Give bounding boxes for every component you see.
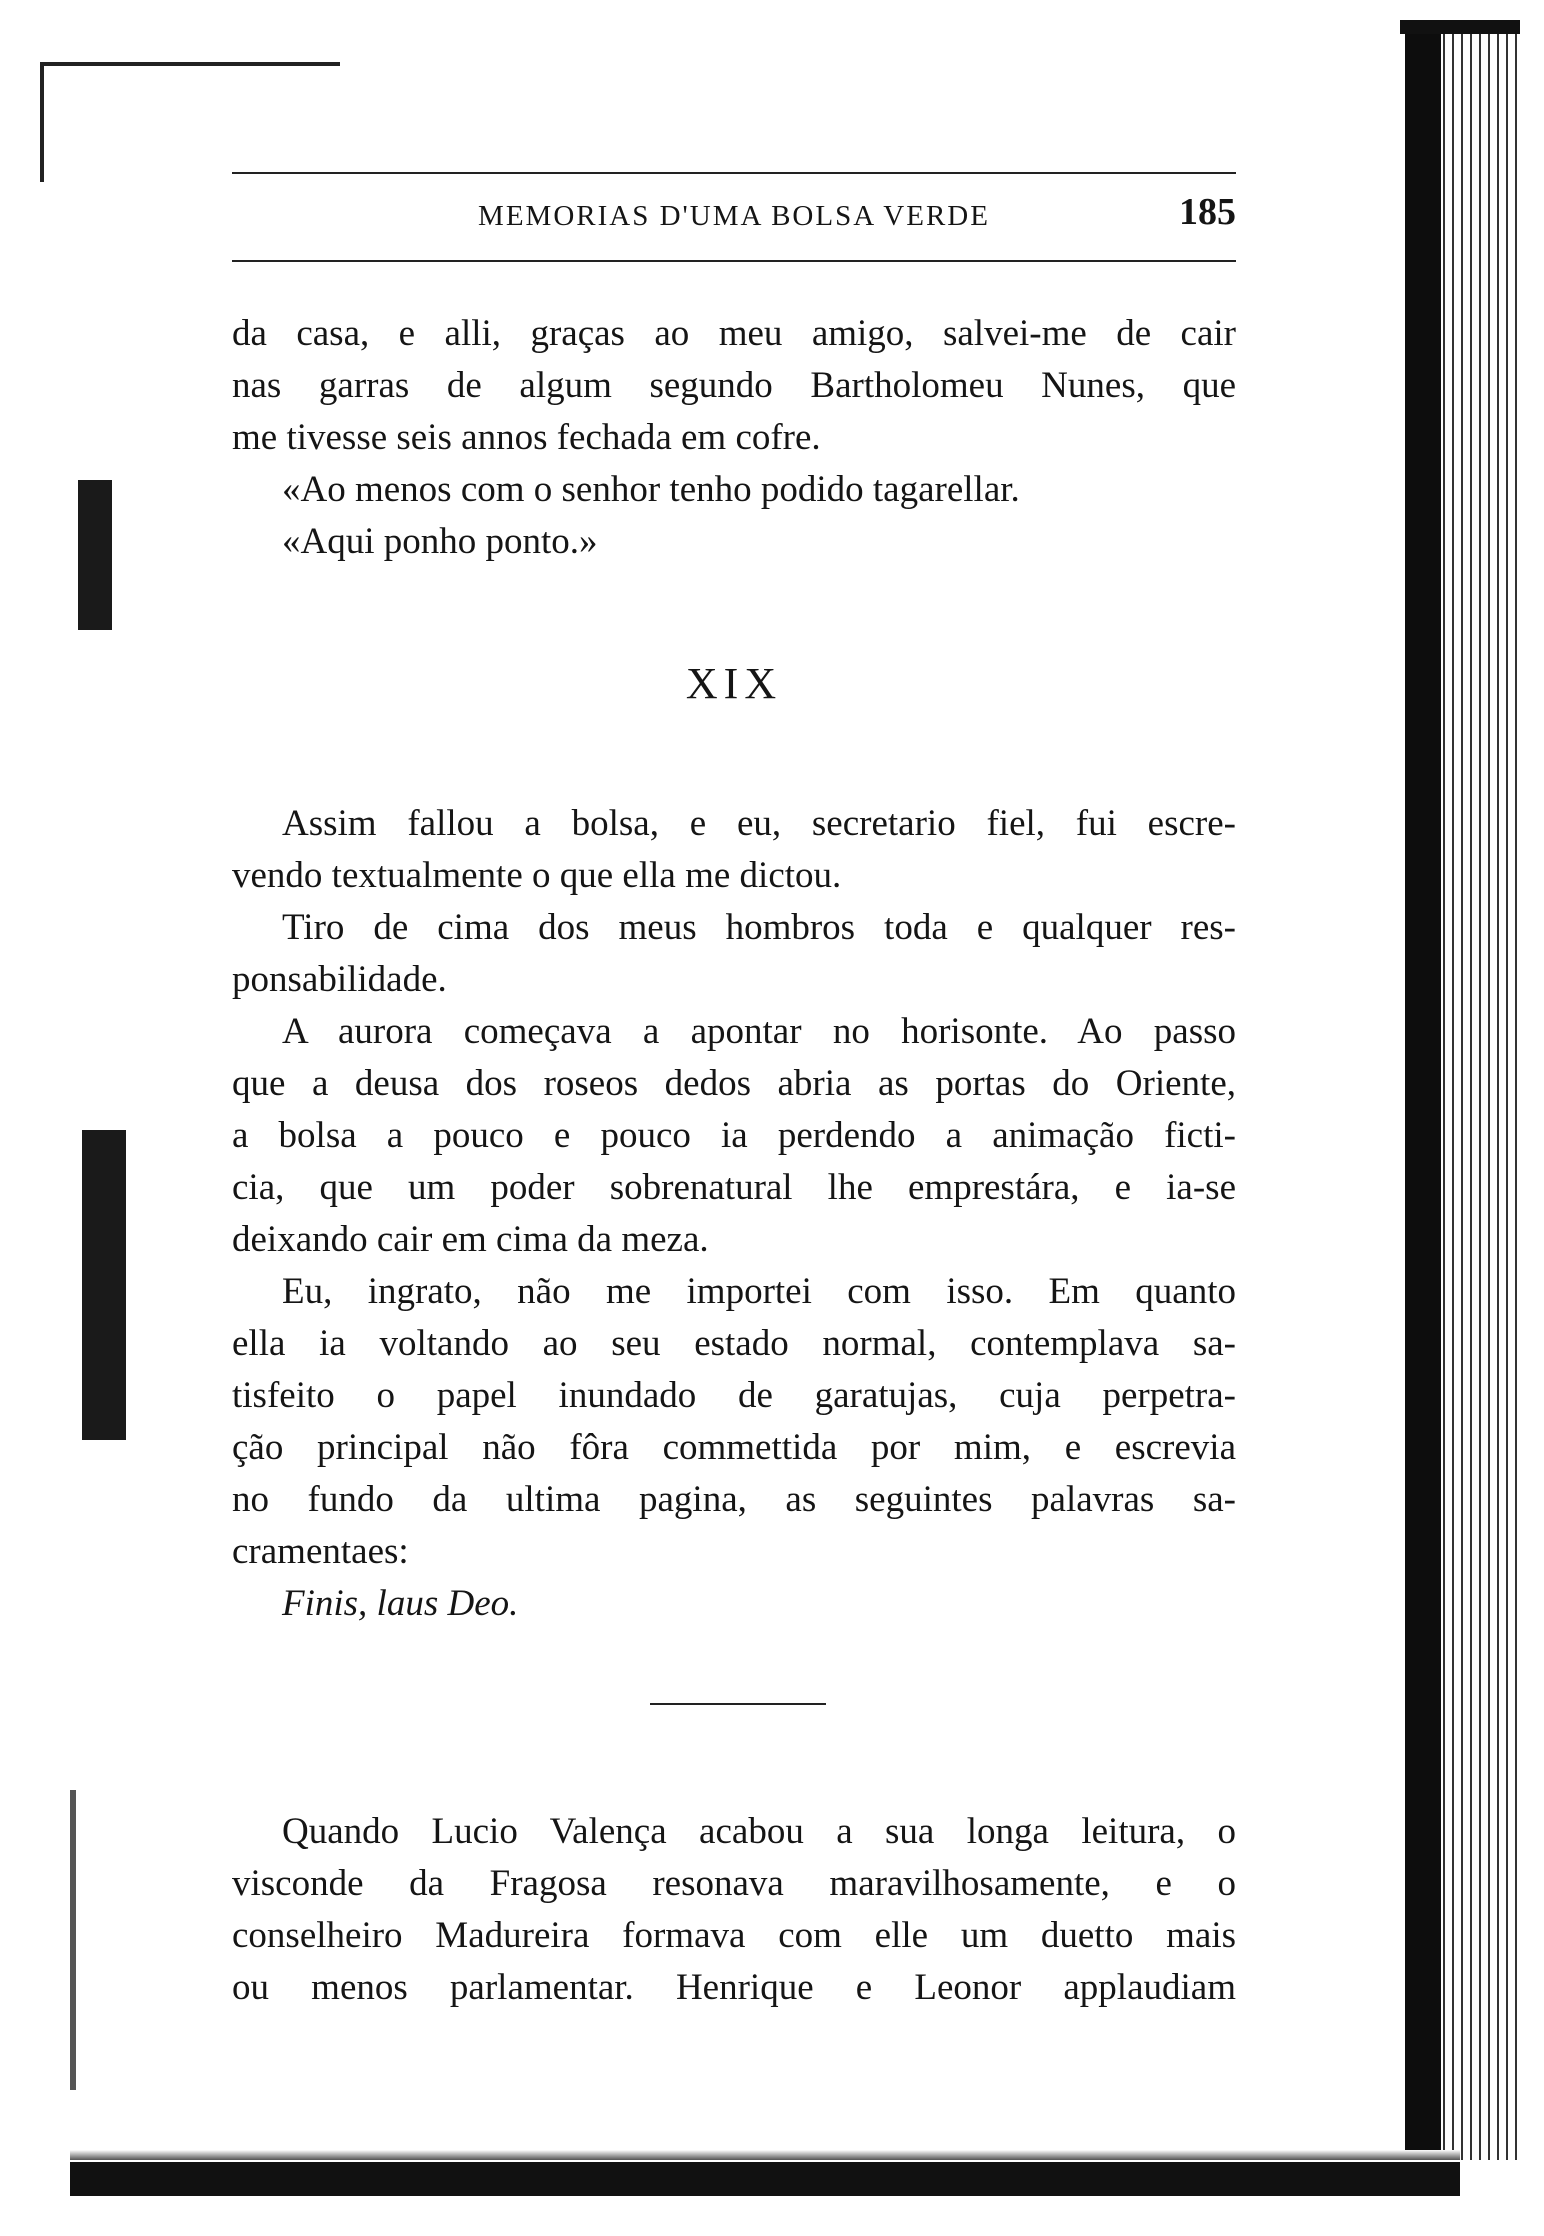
page-stack-top [1400, 20, 1520, 34]
scan-edge-bottom-fade [70, 2150, 1460, 2160]
text-line: conselheiro Madureira formava com elle um duetto mais [232, 1915, 1236, 1956]
text-line: no fundo da ultima pagina, as seguintes palavras sa- [232, 1479, 1236, 1520]
header-rule-top [232, 172, 1236, 174]
scan-spine-mark [70, 1790, 76, 2090]
text-line: ella ia voltando ao seu estado normal, contemplava sa- [232, 1323, 1236, 1364]
text-line: A aurora começava a apontar no horisonte. Ao passo [282, 1011, 1236, 1052]
text-line: da casa, e alli, graças ao meu amigo, salvei-me de cair [232, 313, 1236, 354]
page-number: 185 [1179, 191, 1236, 233]
text-line: ou menos parlamentar. Henrique e Leonor applaudiam [232, 1967, 1236, 2008]
text-line: cramentaes: [232, 1531, 409, 1572]
text-line: vendo textualmente o que ella me dictou. [232, 855, 842, 896]
text-line: deixando cair em cima da meza. [232, 1219, 709, 1260]
text-line: Tiro de cima dos meus hombros toda e qualquer res- [282, 907, 1236, 948]
scan-edge-top [40, 62, 340, 66]
header-rule-bottom [232, 260, 1236, 262]
text-line: «Ao menos com o senhor tenho podido tagarellar. [282, 469, 1020, 510]
section-separator [650, 1703, 826, 1705]
scan-edge-bottom [70, 2162, 1460, 2196]
text-line: a bolsa a pouco e pouco ia perdendo a animação ficti- [232, 1115, 1236, 1156]
scan-spine-mark [78, 480, 112, 630]
text-line: Quando Lucio Valença acabou a sua longa leitura, o [282, 1811, 1236, 1852]
chapter-heading: XIX [685, 659, 783, 708]
closing-formula: Finis, laus Deo. [282, 1583, 519, 1624]
text-line: tisfeito o papel inundado de garatujas, cuja perpetra- [232, 1375, 1236, 1416]
text-line: que a deusa dos roseos dedos abria as portas do Oriente, [232, 1063, 1236, 1104]
text-line: nas garras de algum segundo Bartholomeu Nunes, que [232, 365, 1236, 406]
text-line: Eu, ingrato, não me importei com isso. Em quanto [282, 1271, 1236, 1312]
text-line [232, 1578, 1236, 1630]
text-line: Assim fallou a bolsa, e eu, secretario fiel, fui escre- [282, 803, 1236, 844]
scan-edge-left [40, 62, 44, 182]
text-line: me tivesse seis annos fechada em cofre. [232, 417, 821, 458]
page-stack-shadow [1405, 20, 1441, 2160]
text-line: ção principal não fôra commettida por mim, e escrevia [232, 1427, 1236, 1468]
text-line: «Aqui ponho ponto.» [282, 521, 598, 562]
text-line: visconde da Fragosa resonava maravilhosamente, e o [232, 1863, 1236, 1904]
text-line: ponsabilidade. [232, 959, 447, 1000]
scan-spine-mark [82, 1130, 126, 1440]
running-title: MEMORIAS D'UMA BOLSA VERDE [478, 200, 990, 232]
text-line: cia, que um poder sobrenatural lhe emprestára, e ia-se [232, 1167, 1236, 1208]
